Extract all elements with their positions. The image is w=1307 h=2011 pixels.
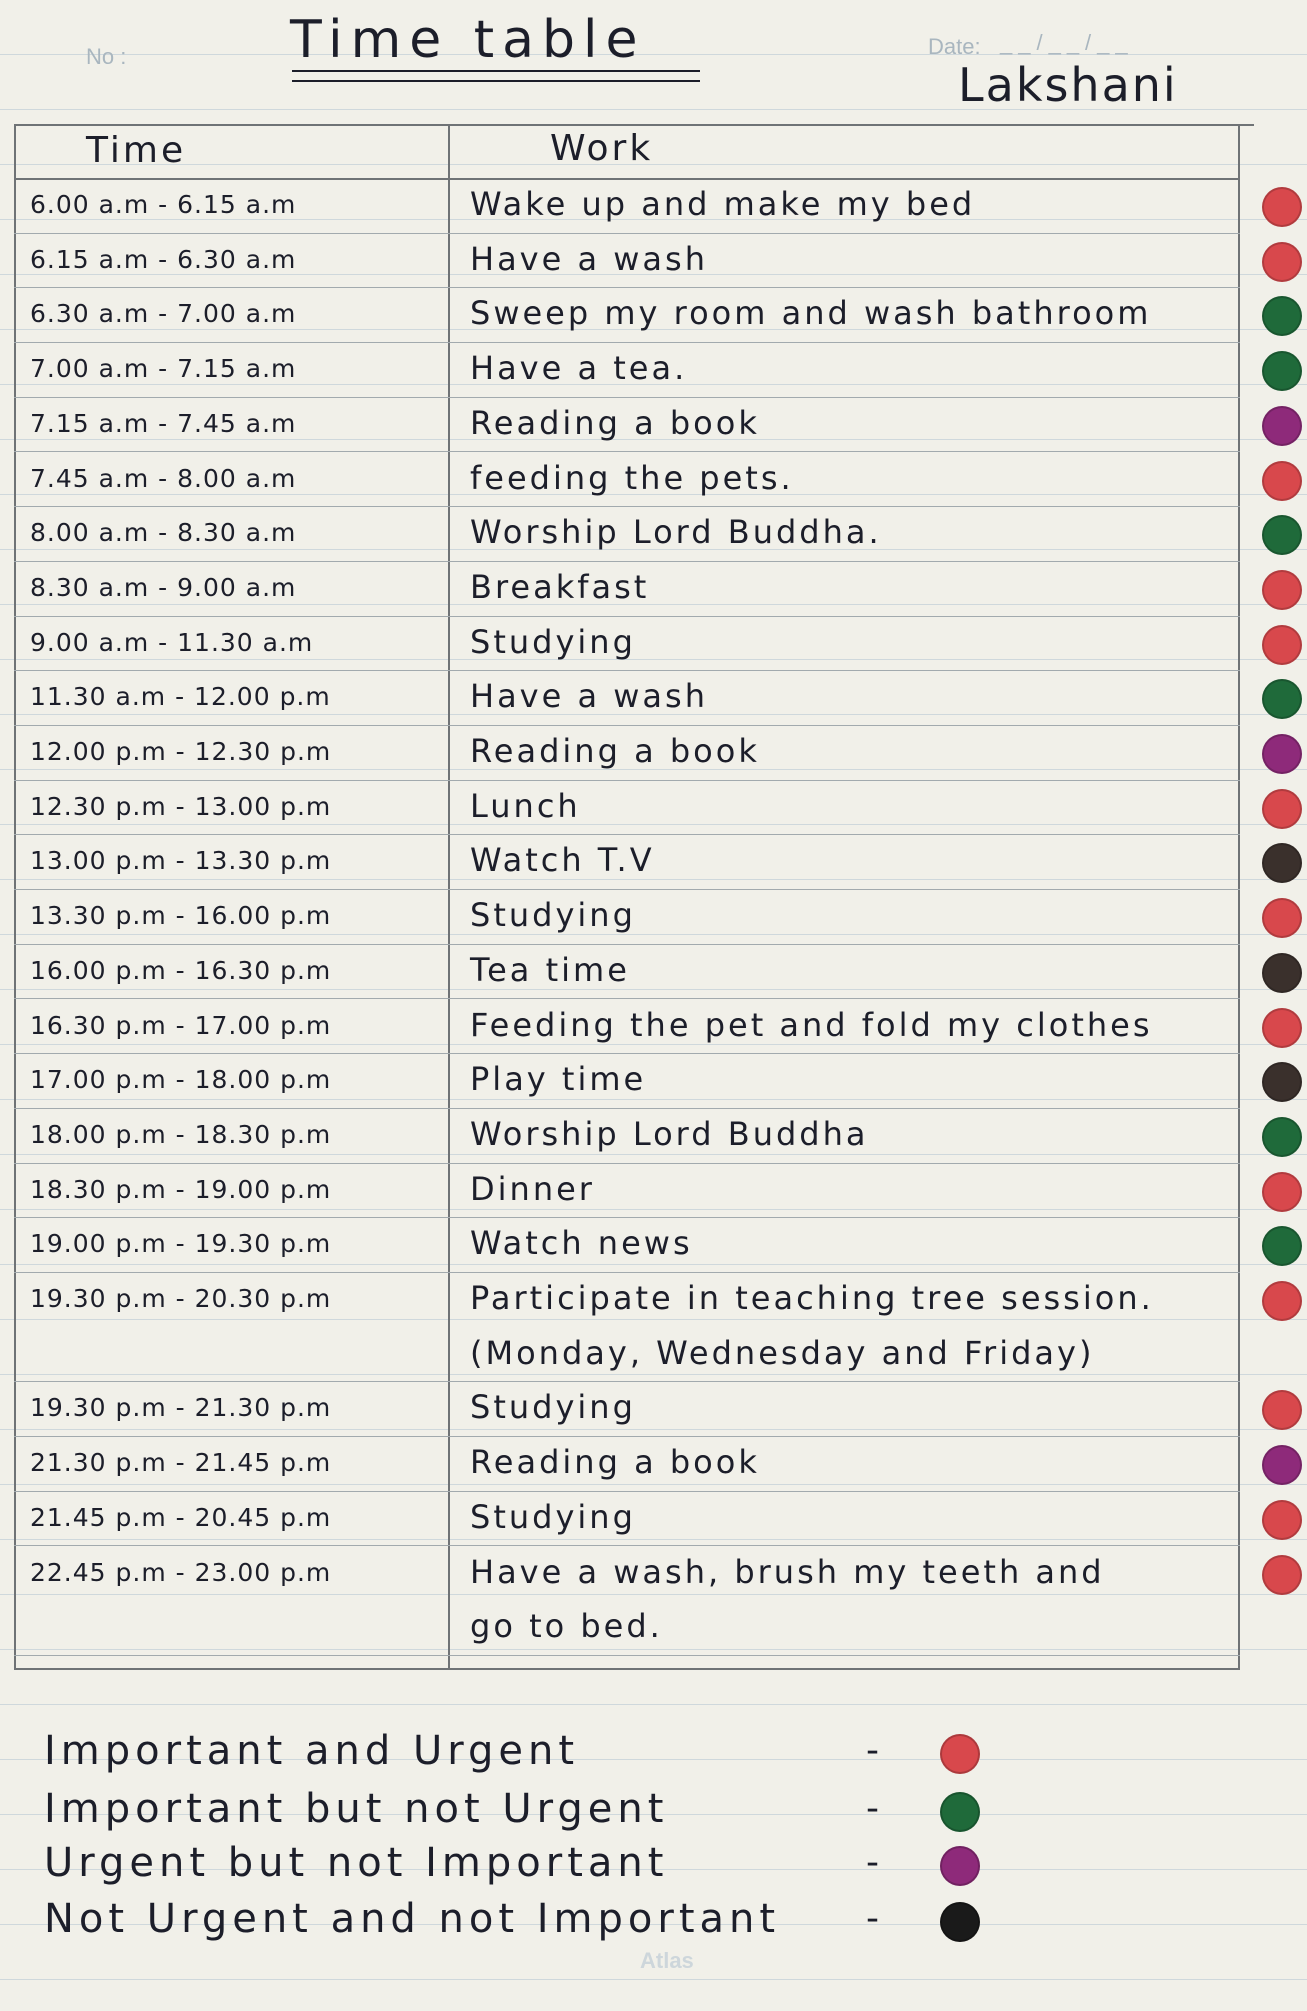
priority-dot: [1262, 679, 1302, 719]
work-cell: Reading a book: [470, 403, 760, 442]
row-divider: [14, 944, 1240, 945]
work-cell: Studying: [470, 1388, 636, 1427]
priority-dot: [1262, 1555, 1302, 1595]
work-cell: Wake up and make my bed: [470, 185, 976, 223]
priority-dot: [1262, 734, 1302, 774]
work-cell: Studying: [470, 1497, 636, 1536]
table-row: [0, 1329, 1307, 1384]
row-divider: [14, 506, 1240, 507]
legend-label: Important but not Urgent: [44, 1786, 669, 1832]
work-cell: Worship Lord Buddha: [470, 1114, 869, 1153]
legend-color-dot: [940, 1846, 980, 1886]
work-cell: Breakfast: [470, 567, 650, 606]
table-row: [0, 289, 1307, 344]
row-divider: [14, 451, 1240, 452]
priority-dot: [1262, 406, 1302, 446]
table-top-border: [14, 124, 1254, 126]
table-row: [0, 344, 1307, 399]
table-row: [0, 782, 1307, 837]
table-row: [0, 1219, 1307, 1274]
priority-dot: [1262, 1062, 1302, 1102]
time-cell: 6.15 a.m - 6.30 a.m: [30, 244, 297, 274]
legend-label: Important and Urgent: [44, 1728, 580, 1774]
work-cell: Dinner: [470, 1169, 595, 1208]
table-row: [0, 563, 1307, 618]
date-label: Date:: [928, 34, 981, 59]
row-divider: [14, 1163, 1240, 1164]
row-divider: [14, 1217, 1240, 1218]
work-cell: Play time: [470, 1060, 647, 1099]
work-cell: Watch news: [470, 1224, 693, 1263]
table-row: [0, 399, 1307, 454]
table-row: [0, 1493, 1307, 1548]
priority-dot: [1262, 242, 1302, 282]
priority-dot: [1262, 1117, 1302, 1157]
table-row: [0, 1602, 1307, 1657]
row-divider: [14, 998, 1240, 999]
time-cell: 22.45 p.m - 23.00 p.m: [30, 1557, 332, 1587]
table-row: [0, 836, 1307, 891]
work-cell: Sweep my room and wash bathroom: [470, 294, 1152, 333]
priority-dot: [1262, 1281, 1302, 1321]
priority-dot: [1262, 351, 1302, 391]
legend-label: Urgent but not Important: [44, 1840, 669, 1886]
work-cell: go to bed.: [470, 1607, 663, 1646]
priority-dot: [1262, 953, 1302, 993]
work-cell: Studying: [470, 622, 636, 661]
work-cell: feeding the pets.: [470, 458, 794, 497]
time-cell: 6.00 a.m - 6.15 a.m: [30, 190, 297, 219]
time-cell: 16.00 p.m - 16.30 p.m: [30, 955, 332, 985]
table-row: [0, 946, 1307, 1001]
row-divider: [14, 397, 1240, 398]
table-row: [0, 1055, 1307, 1110]
priority-dot: [1262, 1390, 1302, 1430]
time-cell: 21.30 p.m - 21.45 p.m: [30, 1448, 332, 1478]
table-row: [0, 1001, 1307, 1056]
row-divider: [14, 670, 1240, 671]
time-cell: 13.30 p.m - 16.00 p.m: [30, 901, 332, 931]
table-row: [0, 1110, 1307, 1165]
table-row: [0, 891, 1307, 946]
table-row: [0, 235, 1307, 290]
work-cell: Lunch: [470, 786, 581, 825]
table-row: [0, 1274, 1307, 1329]
table-row: [0, 1383, 1307, 1438]
row-divider: [14, 342, 1240, 343]
table-row: [0, 180, 1307, 235]
priority-dot: [1262, 187, 1302, 227]
row-divider: [14, 1108, 1240, 1109]
time-cell: 7.45 a.m - 8.00 a.m: [30, 463, 297, 493]
work-cell: Have a wash: [470, 677, 708, 716]
time-cell: 12.00 p.m - 12.30 p.m: [30, 737, 332, 766]
row-divider: [14, 1655, 1240, 1656]
row-divider: [14, 1436, 1240, 1437]
work-cell: Tea time: [470, 950, 630, 989]
row-divider: [14, 1545, 1240, 1546]
row-divider: [14, 1381, 1240, 1382]
legend-color-dot: [940, 1792, 980, 1832]
row-divider: [14, 780, 1240, 781]
notebook-brand-watermark: Atlas: [640, 1948, 694, 1973]
work-cell: Studying: [470, 896, 636, 935]
table-row: [0, 727, 1307, 782]
row-divider: [14, 233, 1240, 234]
time-cell: 9.00 a.m - 11.30 a.m: [30, 627, 314, 657]
legend-dash: -: [866, 1842, 879, 1883]
row-divider: [14, 1491, 1240, 1492]
title-underline-second: [292, 80, 700, 82]
row-divider: [14, 889, 1240, 890]
priority-dot: [1262, 296, 1302, 336]
table-row: [0, 454, 1307, 509]
time-cell: 19.00 p.m - 19.30 p.m: [30, 1229, 332, 1259]
time-cell: 11.30 a.m - 12.00 p.m: [30, 682, 331, 712]
time-cell: 21.45 p.m - 20.45 p.m: [30, 1502, 332, 1532]
legend-color-dot: [940, 1734, 980, 1774]
priority-dot: [1262, 625, 1302, 665]
time-cell: 17.00 p.m - 18.00 p.m: [30, 1065, 332, 1095]
work-cell: Have a wash: [470, 239, 708, 278]
priority-dot: [1262, 789, 1302, 829]
work-cell: Feeding the pet and fold my clothes: [470, 1005, 1153, 1044]
table-row: [0, 508, 1307, 563]
row-divider: [14, 1272, 1240, 1273]
table-row: [0, 618, 1307, 673]
priority-dot: [1262, 570, 1302, 610]
priority-dot: [1262, 461, 1302, 501]
work-cell: Watch T.V: [470, 841, 655, 880]
time-cell: 19.30 p.m - 21.30 p.m: [30, 1393, 332, 1423]
column-header-time: Time: [86, 130, 187, 171]
time-cell: 12.30 p.m - 13.00 p.m: [30, 791, 332, 821]
time-cell: 7.00 a.m - 7.15 a.m: [30, 354, 297, 384]
author-name: Lakshani: [958, 58, 1178, 112]
row-divider: [14, 834, 1240, 835]
work-cell: Reading a book: [470, 732, 760, 770]
time-cell: 18.00 p.m - 18.30 p.m: [30, 1119, 332, 1149]
row-divider: [14, 561, 1240, 562]
work-cell: Have a tea.: [470, 349, 688, 388]
priority-dot: [1262, 1172, 1302, 1212]
legend-dash: -: [866, 1898, 879, 1939]
legend-dash: -: [866, 1730, 879, 1771]
no-label: No :: [86, 44, 127, 69]
legend-color-dot: [940, 1902, 980, 1942]
time-cell: 18.30 p.m - 19.00 p.m: [30, 1174, 332, 1204]
time-cell: 8.00 a.m - 8.30 a.m: [30, 518, 297, 548]
date-value: __/__/__: [1000, 30, 1134, 55]
time-cell: 16.30 p.m - 17.00 p.m: [30, 1010, 332, 1040]
work-cell: Participate in teaching tree session.: [470, 1279, 1154, 1317]
priority-dot: [1262, 843, 1302, 883]
priority-dot: [1262, 515, 1302, 555]
work-cell: Have a wash, brush my teeth and: [470, 1552, 1105, 1591]
time-cell: 6.30 a.m - 7.00 a.m: [30, 299, 297, 329]
priority-dot: [1262, 1445, 1302, 1485]
table-row: [0, 672, 1307, 727]
row-divider: [14, 287, 1240, 288]
work-cell: Reading a book: [470, 1443, 760, 1482]
table-row: [0, 1165, 1307, 1220]
table-row: [0, 1548, 1307, 1603]
title-underline: [292, 70, 700, 72]
column-header-work: Work: [550, 128, 654, 169]
time-cell: 8.30 a.m - 9.00 a.m: [30, 572, 297, 602]
page-title: Time table: [290, 10, 646, 70]
time-cell: 19.30 p.m - 20.30 p.m: [30, 1284, 332, 1313]
priority-dot: [1262, 1226, 1302, 1266]
time-cell: 7.15 a.m - 7.45 a.m: [30, 408, 297, 438]
row-divider: [14, 1053, 1240, 1054]
row-divider: [14, 616, 1240, 617]
table-row: [0, 1438, 1307, 1493]
work-cell: Worship Lord Buddha.: [470, 513, 882, 552]
work-cell: (Monday, Wednesday and Friday): [470, 1333, 1095, 1372]
table-bottom-border: [14, 1668, 1240, 1670]
row-divider: [14, 725, 1240, 726]
time-cell: 13.00 p.m - 13.30 p.m: [30, 846, 332, 876]
legend-label: Not Urgent and not Important: [44, 1896, 781, 1942]
legend-dash: -: [866, 1788, 879, 1829]
priority-dot: [1262, 898, 1302, 938]
priority-dot: [1262, 1500, 1302, 1540]
priority-dot: [1262, 1008, 1302, 1048]
